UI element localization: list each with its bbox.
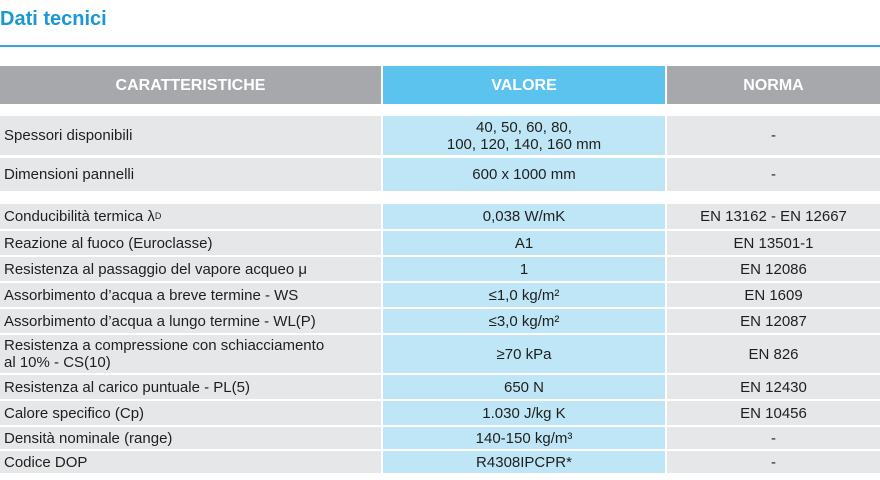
row-value-line2: 100, 120, 140, 160 mm bbox=[446, 135, 602, 153]
row-label: Codice DOP bbox=[0, 451, 381, 473]
row-norm: EN 13501-1 bbox=[667, 231, 880, 255]
row-value: R4308IPCPR* bbox=[383, 451, 665, 473]
row-label: Assorbimento d’acqua a lungo termine - WL(P) bbox=[0, 309, 381, 333]
row-norm: - bbox=[667, 451, 880, 473]
row-label: Resistenza al carico puntuale - PL(5) bbox=[0, 375, 381, 399]
row-norm: - bbox=[667, 427, 880, 449]
row-label-text: Conducibilità termica λ bbox=[4, 208, 155, 225]
row-value: A1 bbox=[383, 231, 665, 255]
row-label: Reazione al fuoco (Euroclasse) bbox=[0, 231, 381, 255]
row-value: 1.030 J/kg K bbox=[383, 401, 665, 425]
row-value bbox=[383, 116, 665, 155]
row-label-line2: al 10% - CS(10) bbox=[4, 354, 111, 371]
row-norm: - bbox=[667, 158, 880, 191]
row-label: Spessori disponibili bbox=[0, 116, 381, 155]
row-norm: EN 12086 bbox=[667, 257, 880, 281]
row-label-line1: Resistenza a compressione con schiacciamento bbox=[4, 337, 325, 354]
row-label: Resistenza al passaggio del vapore acqueo μ bbox=[0, 257, 381, 281]
row-value: ≤3,0 kg/m² bbox=[383, 309, 665, 333]
row-norm: EN 1609 bbox=[667, 283, 880, 307]
row-value: ≥70 kPa bbox=[383, 335, 665, 373]
row-label bbox=[0, 204, 381, 229]
row-label: Densità nominale (range) bbox=[0, 427, 381, 449]
row-label bbox=[0, 335, 381, 373]
row-value: ≤1,0 kg/m² bbox=[383, 283, 665, 307]
title-divider bbox=[0, 45, 880, 47]
row-value: 140-150 kg/m³ bbox=[383, 427, 665, 449]
row-value: 650 N bbox=[383, 375, 665, 399]
row-norm: - bbox=[667, 116, 880, 155]
header-caratteristiche: CARATTERISTICHE bbox=[0, 66, 381, 104]
row-label: Calore specifico (Cp) bbox=[0, 401, 381, 425]
row-norm: EN 13162 - EN 12667 bbox=[667, 204, 880, 229]
row-norm: EN 12087 bbox=[667, 309, 880, 333]
page-title: Dati tecnici bbox=[0, 8, 107, 30]
row-label: Dimensioni pannelli bbox=[0, 158, 381, 191]
row-value-line1: 40, 50, 60, 80, bbox=[476, 118, 572, 136]
row-norm: EN 10456 bbox=[667, 401, 880, 425]
row-value: 0,038 W/mK bbox=[383, 204, 665, 229]
row-value: 600 x 1000 mm bbox=[383, 158, 665, 191]
header-norma: NORMA bbox=[667, 66, 880, 104]
row-norm: EN 12430 bbox=[667, 375, 880, 399]
header-valore: VALORE bbox=[383, 66, 665, 104]
row-label: Assorbimento d’acqua a breve termine - WS bbox=[0, 283, 381, 307]
row-value: 1 bbox=[383, 257, 665, 281]
row-norm: EN 826 bbox=[667, 335, 880, 373]
row-label-subscript: D bbox=[154, 211, 162, 221]
